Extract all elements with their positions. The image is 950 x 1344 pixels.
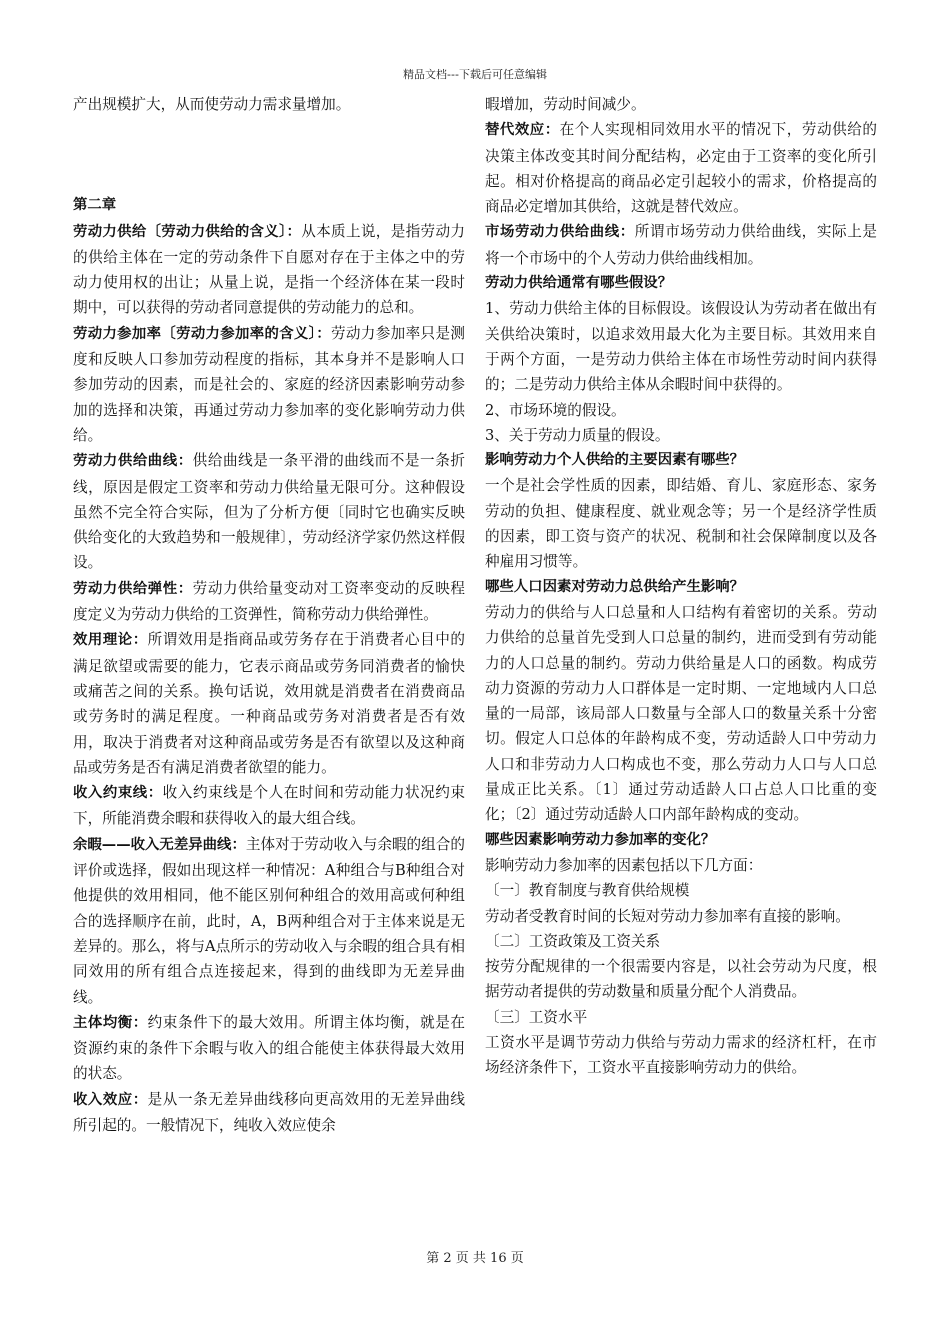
definition: 从本质上说，是指劳动力的供给主体在一定的劳动条件下自愿对存在于主体之中的劳动力使用权的出让；从量上说，是指一个经济体在某一段时期中，可以获得的劳动者同意提供的劳动能力的总和。 (73, 222, 465, 317)
term: 劳动力供给弹性： (73, 580, 193, 597)
paragraph: 影响劳动力参加率的因素包括以下几方面： (485, 856, 763, 874)
term: 余暇——收入无差异曲线： (73, 836, 246, 853)
question-heading: 哪些人口因素对劳动力总供给产生影响？ (485, 578, 745, 595)
definition: 供给曲线是一条平滑的曲线而不是一条折线，原因是假定工资率和劳动力供给量无限可分。这种假设虽然不完全符合实际，但为了分析方便〔同时它也确实反映供给变化的大致趋势和一般规律〕，劳动经济学家仍然这样假设。 (73, 452, 465, 572)
paragraph: 1、劳动力供给主体的目标假设。该假设认为劳动者在做出有关供给决策时，以追求效用最大化为主要目标。其效用来自于两个方面，一是劳动力供给主体在市场性劳动时间内获得的；二是劳动力供给主体从余暇时间中获得的。 (485, 300, 877, 394)
definition: 所谓市场劳动力供给曲线，实际上是将一个市场中的个人劳动力供给曲线相加。 (485, 223, 877, 267)
term: 劳动力参加率〔劳动力参加率的含义〕： (73, 325, 331, 342)
question-heading: 劳动力供给通常有哪些假设？ (485, 275, 673, 292)
definition-paragraph (73, 219, 465, 321)
definition: 劳动力参加率只是测度和反映人口参加劳动程度的指标，其本身并不是影响人口参加劳动的因素，而是社会的、家庭的经济因素影响劳动参加的选择和决策，再通过劳动力参加率的变化影响劳动力供给。 (73, 324, 465, 444)
definition: 是从一条无差异曲线移向更高效用的无差异曲线所引起的。一般情况下，纯收入效应使余 (73, 1090, 465, 1134)
definition-paragraph (73, 1087, 465, 1139)
term: 市场劳动力供给曲线： (485, 224, 635, 241)
question-heading: 哪些因素影响劳动力参加率的变化？ (485, 831, 716, 848)
page-footer: 第 2 页 共 16 页 (426, 1251, 524, 1266)
definition-paragraph (73, 448, 465, 575)
definition: 收入约束线是个人在时间和劳动能力状况约束下，所能消费余暇和获得收入的最大组合线。 (73, 784, 465, 828)
definition-paragraph (73, 832, 465, 1010)
definition-paragraph (73, 627, 465, 780)
paragraph: 按劳分配规律的一个很需要内容是，以社会劳动为尺度，根据劳动者提供的劳动数量和质量分配个人消费品。 (485, 958, 877, 1001)
term: 主体均衡： (73, 1014, 148, 1031)
definition-paragraph (73, 576, 465, 628)
page-header: 精品文档---下载后可任意编辑 (403, 68, 547, 81)
definition-paragraph (73, 1010, 465, 1087)
definition: 在个人实现相同效用水平的情况下，劳动供给的决策主体改变其时间分配结构，必定由于工资率的变化所引起。相对价格提高的商品必定引起较小的需求，价格提高的商品必定增加其供给，这就是替代效应。 (485, 121, 877, 216)
subheading: 〔三〕工资水平 (485, 1008, 588, 1026)
paragraph: 暇增加，劳动时间减少。 (485, 96, 646, 113)
left-column (73, 92, 465, 1138)
definition: 主体对于劳动收入与余暇的组合的评价或选择，假如出现这样一种情况：A种组合与B种组合对他提供的效用相同，他不能区别何种组合的效用高或何种组合的选择顺序在前，此时，A，B两种组合对于主体来说是无差异的。那么，将与A点所示的劳动收入与余暇的组合具有相同效用的所有组合点连接起来，得到的曲线即为无差异曲线。 (73, 835, 465, 1006)
subheading: 〔二〕工资政策及工资关系 (485, 932, 661, 950)
definition: 劳动力供给量变动对工资率变动的反映程度定义为劳动力供给的工资弹性，简称劳动力供给弹性。 (73, 579, 465, 624)
right-column (485, 92, 877, 1081)
paragraph: 劳动力的供给与人口总量和人口结构有着密切的关系。劳动力供给的总量首先受到人口总量的制约，进而受到有劳动能力的人口总量的制约。劳动力供给量是人口的函数。构成劳动力资源的劳动力人口群体是一定时期、一定地域内人口总量的一局部，该局部人口数量与全部人口的数量关系十分密切。假定人口总体的年龄构成不变，劳动适龄人口中劳动力人口和非劳动力人口构成也不变，那么劳动力人口与人口总量成正比关系。〔1〕通过劳动适龄人口占总人口比重的变化；〔2〕通过劳动适龄人口内部年龄构成的变动。 (485, 603, 877, 824)
paragraph (73, 92, 465, 117)
subheading: 〔一〕教育制度与教育供给规模 (485, 882, 690, 900)
term: 收入效应： (73, 1091, 148, 1108)
question-heading: 影响劳动力个人供给的主要因素有哪些？ (485, 452, 745, 469)
paragraph: 劳动者受教育时间的长短对劳动力参加率有直接的影响。 (485, 907, 850, 925)
paragraph: 一个是社会学性质的因素，即结婚、育儿、家庭形态、家务劳动的负担、健康程度、就业观念等；另一个是经济学性质的因素，即工资与资产的状况、税制和社会保障制度以及各种雇用习惯等。 (485, 477, 877, 571)
paragraph: 3、关于劳动力质量的假设。 (485, 426, 670, 444)
term: 效用理论： (73, 632, 148, 649)
term: 劳动力供给曲线： (73, 453, 193, 470)
definition: 约束条件下的最大效用。所谓主体均衡，就是在资源约束的条件下余暇与收入的组合能使主体获得最大效用的状态。 (73, 1013, 465, 1083)
paragraph: 工资水平是调节劳动力供给与劳动力需求的经济杠杆，在市场经济条件下，工资水平直接影响劳动力的供给。 (485, 1033, 877, 1077)
term: 替代效应： (485, 122, 560, 139)
definition-paragraph (73, 321, 465, 448)
chapter-heading: 第二章 (73, 197, 117, 214)
paragraph: 2、市场环境的假设。 (485, 401, 626, 419)
definition: 所谓效用是指商品或劳务存在于消费者心目中的满足欲望或需要的能力，它表示商品或劳务同消费者的愉快或痛苦之间的关系。换句话说，效用就是消费者在消费商品或劳务时的满足程度。一种商品或劳务对消费者是否有效用，取决于消费者对这种商品或劳务是否有欲望以及这种商品或劳务是否有满足消费者欲望的能力。 (73, 631, 465, 776)
definition-paragraph (485, 117, 877, 219)
definition-paragraph (485, 219, 877, 271)
term: 劳动力供给〔劳动力供给的含义〕： (73, 223, 302, 240)
paragraph-body: 产出规模扩大，从而使劳动力需求量增加。 (73, 96, 351, 113)
spacer (73, 117, 465, 193)
term: 收入约束线： (73, 785, 163, 802)
definition-paragraph (73, 780, 465, 832)
